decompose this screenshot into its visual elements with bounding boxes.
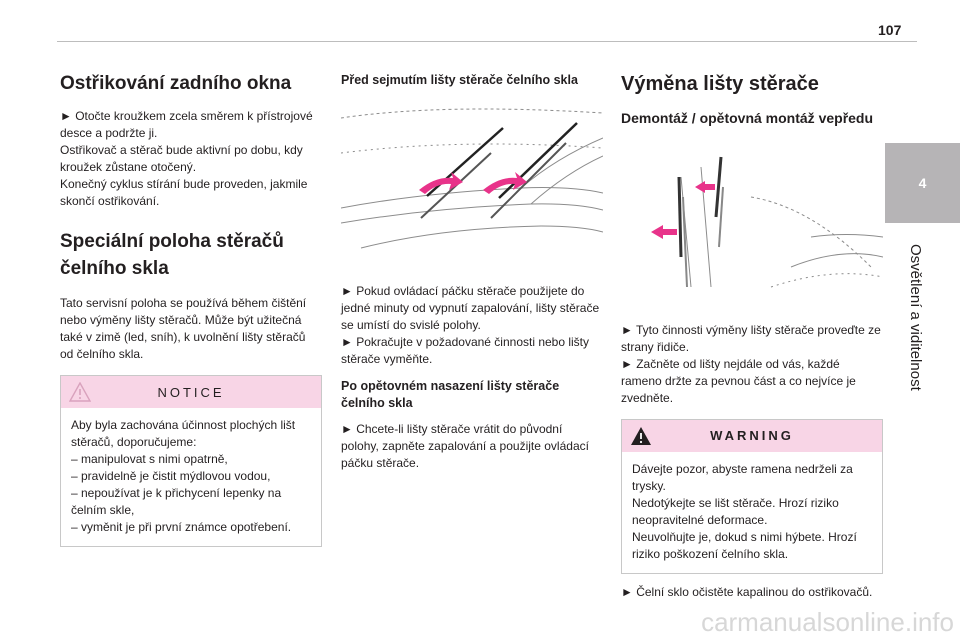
warning-text: Dávejte pozor, abyste ramena nedrželi za trysky. Nedotýkejte se lišt stěrače. Hrozí riziko neopravitelné deformace. Neuvolňujte je, dokud s nimi hýbete. Hrozí riziko poškození čelního skla. [632, 461, 857, 561]
section-heading-replacing-blade: Výměna lišty stěrače [621, 73, 819, 95]
windshield-wipers-illustration [341, 98, 603, 273]
service-position-text: Tato servisní poloha se používá během čištění nebo výměny lišty stěračů. Může být užitečná také v zimě (led, sníh), k uvolnění lišty stěračů od čelního skla. [60, 296, 307, 362]
column-middle [341, 72, 603, 482]
before-removal-text: ► Pokud ovládací páčku stěrače použijete do jedné minuty od vypnutí zapalování, lišty stěrače se umístí do svislé polohy. ► Pokračujte v požadované činnosti nebo lišty stěrače vyměňte. [341, 283, 600, 366]
section-heading-rear-washer: Ostřikování zadního okna [60, 73, 292, 94]
heading-before-removal: Před sejmutím lišty stěrače čelního skla [341, 73, 578, 87]
warning-header [622, 420, 882, 452]
blade-replacement-illustration [621, 137, 883, 312]
watermark: carmanualsonline.info [701, 607, 954, 637]
section-heading-service-position: Speciální poloha stěračů čelního skla [60, 230, 284, 280]
chapter-title: Osvětlení a viditelnost [907, 244, 924, 391]
notice-box [60, 375, 322, 547]
warning-box [621, 419, 883, 574]
after-refitting-text: ► Chcete-li lišty stěrače vrátit do původní polohy, zapněte zapalování a použijte ovládací páčku stěrače. [341, 421, 589, 470]
notice-header [61, 376, 321, 408]
heading-front-removal: Demontáž / opětovná montáž vepředu [621, 110, 874, 126]
rear-washer-text: ► Otočte kroužkem zcela směrem k přístrojové desce a podržte ji. Ostřikovač a stěrač bude aktivní po dobu, kdy kroužek zůstane otočený. Konečný cyklus stírání bude proveden, jakmile skončí ostřikování. [60, 108, 313, 208]
warning-label: WARNING [710, 428, 794, 444]
column-right [621, 72, 883, 611]
notice-text: Aby byla zachována účinnost plochých lišt stěračů, doporučujeme: – manipulovat s nimi opatrně, – pravidelně je čistit mýdlovou vodou, – nepoužívat je k přichycení lepenky na čelním skle, – vyměnit je při první známce opotřebení. [71, 418, 296, 535]
top-rule [57, 41, 917, 42]
warning-triangle-icon [630, 426, 652, 446]
wipers-vertical-svg [341, 98, 603, 268]
clean-windscreen-text: ► Čelní sklo očistěte kapalinou do ostřikovačů. [621, 584, 873, 599]
replacing-blade-text: ► Tyto činnosti výměny lišty stěrače proveďte ze strany řidiče. ► Začněte od lišty nejdále od vás, každé rameno držte za pevnou část a co nejvíce je zvedněte. [621, 322, 881, 405]
blade-removal-svg [621, 137, 883, 307]
notice-label: NOTICE [157, 384, 225, 400]
column-left [60, 72, 322, 557]
warning-triangle-icon [69, 382, 91, 402]
chapter-tab[interactable]: 4 [885, 143, 960, 223]
page-number: 107 [878, 22, 902, 38]
heading-after-refitting: Po opětovném nasazení lišty stěrače čelního skla [341, 378, 560, 411]
